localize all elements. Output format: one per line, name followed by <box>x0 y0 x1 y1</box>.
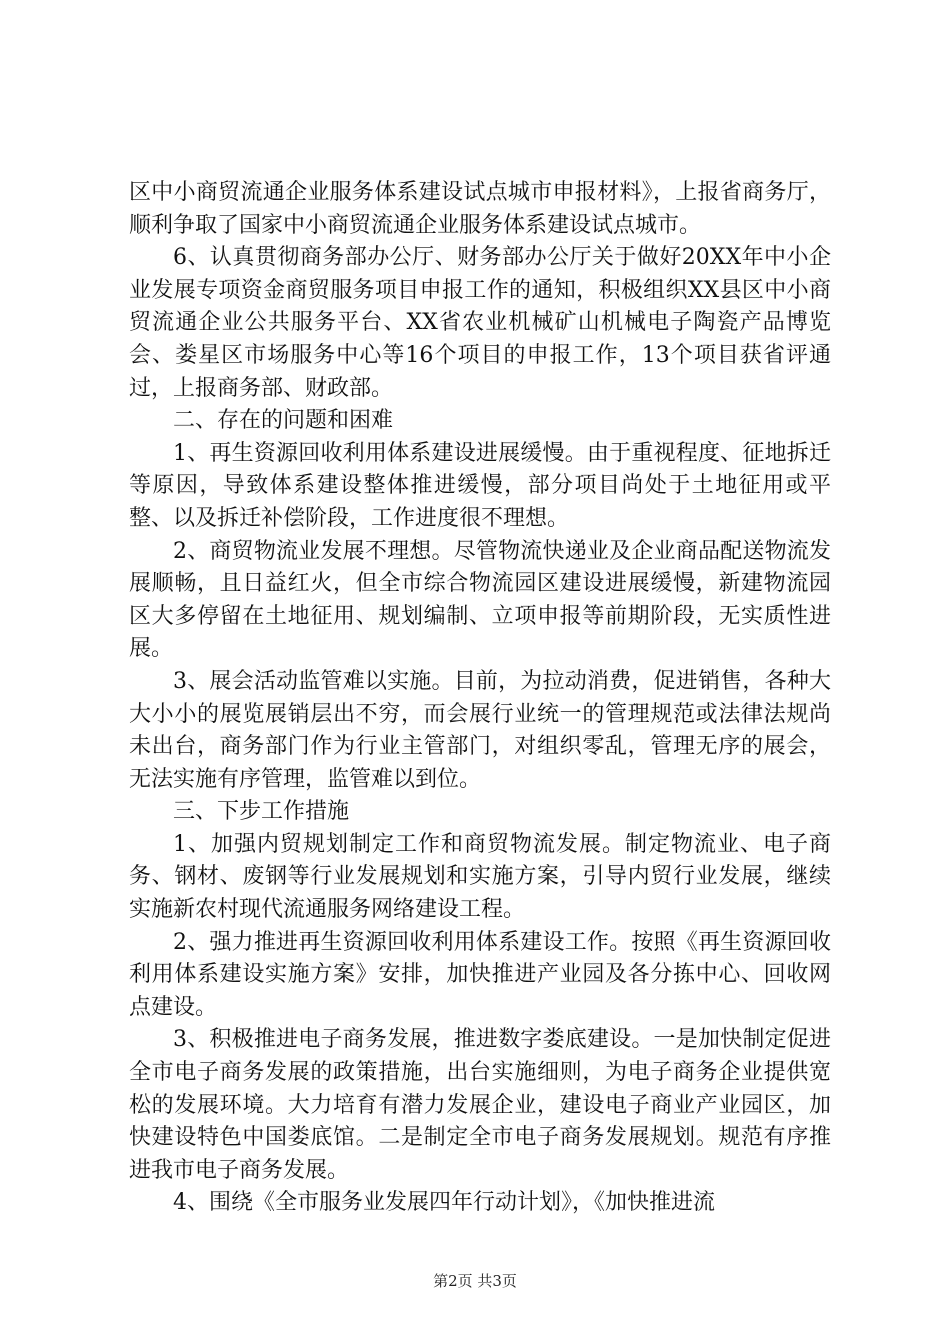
paragraph: 区中小商贸流通企业服务体系建设试点城市申报材料》，上报省商务厅，顺利争取了国家中小商贸流通企业服务体系建设试点城市。 <box>129 180 831 238</box>
paragraph: 2、商贸物流业发展不理想。尽管物流快递业及企业商品配送物流发展顺畅，且日益红火，但全市综合物流园区建设进展缓慢，新建物流园区大多停留在土地征用、规划编制、立项申报等前期阶段，无实质性进展。 <box>129 538 831 662</box>
paragraph: 1、加强内贸规划制定工作和商贸物流发展。制定物流业、电子商务、钢材、废钢等行业发展规划和实施方案，引导内贸行业发展，继续实施新农村现代流通服务网络建设工程。 <box>129 831 831 923</box>
paragraph: 三、下步工作措施 <box>173 799 350 825</box>
paragraph: 1、再生资源回收利用体系建设进展缓慢。由于重视程度、征地拆迁等原因，导致体系建设整体推进缓慢，部分项目尚处于土地征用或平整、以及拆迁补偿阶段，工作进度很不理想。 <box>129 440 831 531</box>
paragraph: 2、强力推进再生资源回收利用体系建设工作。按照《再生资源回收利用体系建设实施方案》安排，加快推进产业园及各分拣中心、回收网点建设。 <box>129 929 831 1020</box>
document-body <box>129 177 831 1220</box>
paragraph: 3、展会活动监管难以实施。目前，为拉动消费，促进销售，各种大大小小的展览展销层出不穷，而会展行业统一的管理规范或法律法规尚未出台，商务部门作为行业主管部门，对组织零乱，管理无序的展会，无法实施有序管理，监管难以到位。 <box>129 668 831 792</box>
paragraph: 6、认真贯彻商务部办公厅、财务部办公厅关于做好20XX年中小企业发展专项资金商贸服务项目申报工作的通知，积极组织XX县区中小商贸流通企业公共服务平台、XX省农业机械矿山机械电子陶瓷产品博览会、娄星区市场服务中心等16个项目的申报工作，13个项目获省评通过，上报商务部、财政部。 <box>129 245 831 401</box>
paragraph: 3、积极推进电子商务发展，推进数字娄底建设。一是加快制定促进全市电子商务发展的政策措施，出台实施细则，为电子商务企业提供宽松的发展环境。大力培育有潜力发展企业，建设电子商业产业园区，加快建设特色中国娄底馆。二是制定全市电子商务发展规划。规范有序推进我市电子商务发展。 <box>129 1027 831 1183</box>
paragraph: 二、存在的问题和困难 <box>173 408 394 434</box>
paragraph: 4、围绕《全市服务业发展四年行动计划》，《加快推进流 <box>173 1190 715 1216</box>
page-footer: 第2页 共3页 <box>433 1272 517 1290</box>
